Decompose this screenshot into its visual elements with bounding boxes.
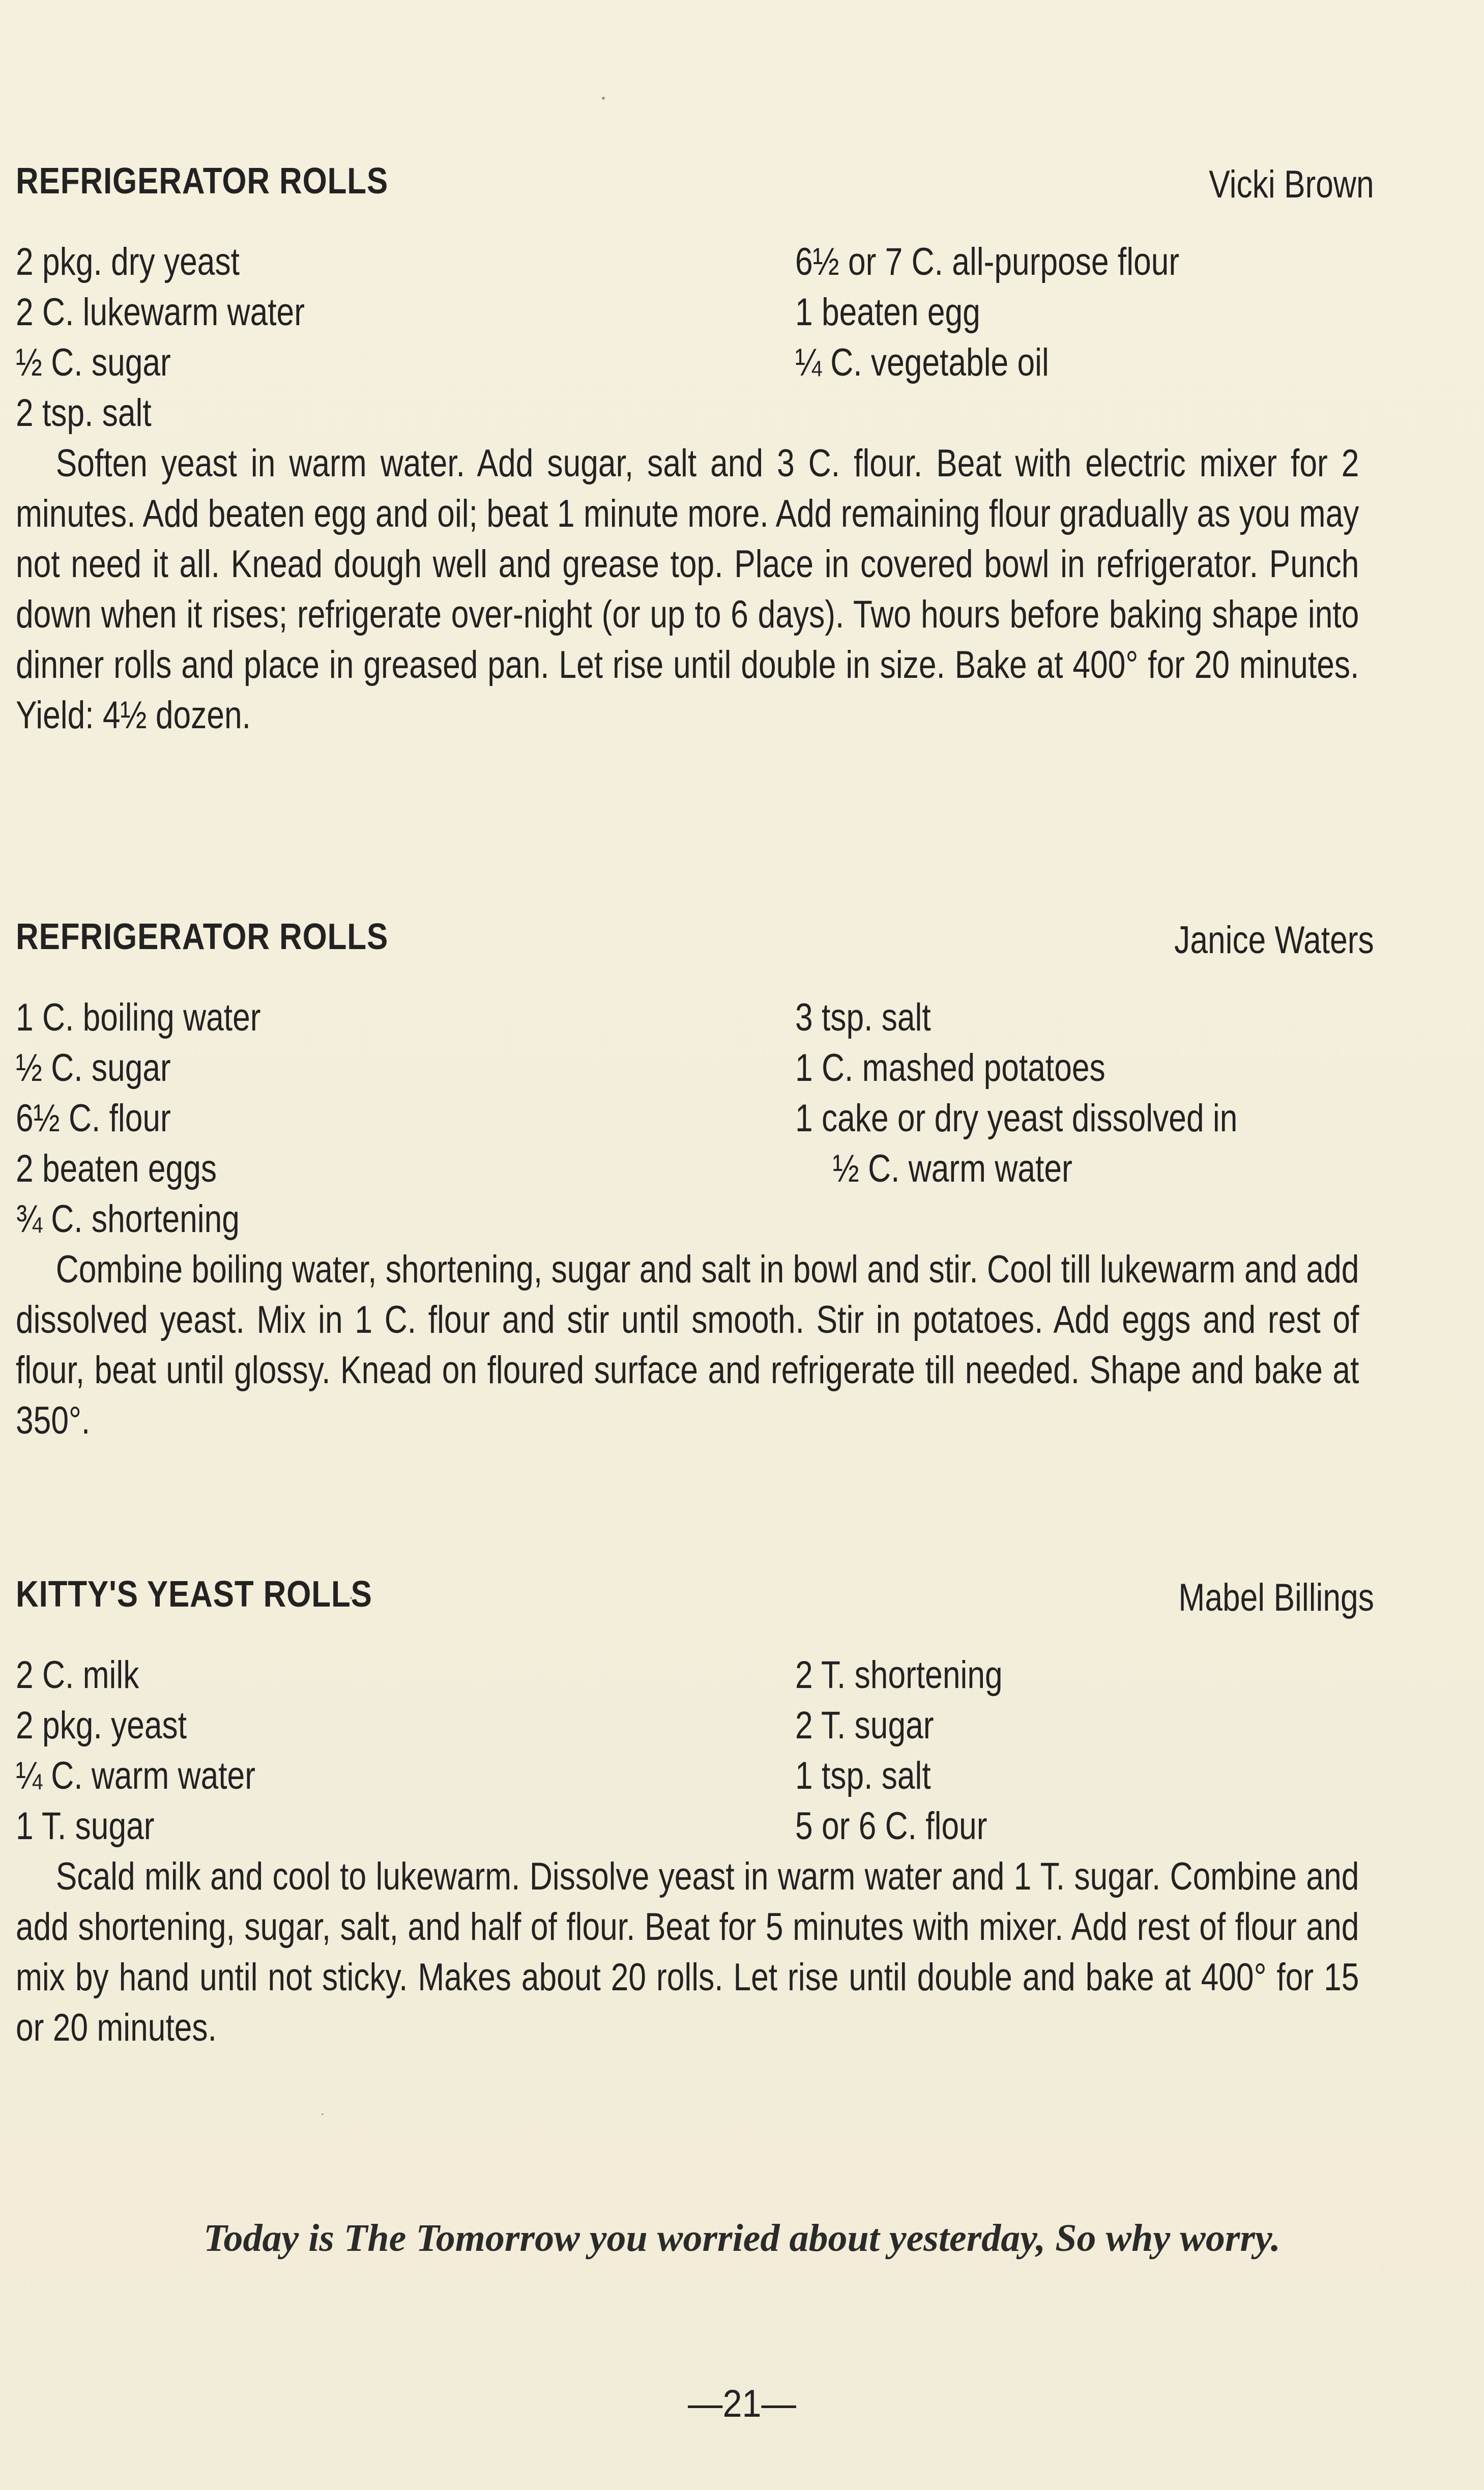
ingredient-item: 2 beaten eggs — [16, 1147, 217, 1190]
recipe-author: Vicki Brown — [1209, 163, 1374, 206]
ingredient-item: 2 C. lukewarm water — [16, 291, 305, 334]
page-number: —21— — [688, 2382, 796, 2425]
ingredient-item: 1 cake or dry yeast dissolved in — [795, 1097, 1238, 1140]
paper-speck — [602, 97, 605, 100]
recipe-header — [16, 916, 1374, 967]
ingredient-column-left — [16, 992, 314, 1244]
ingredient-item: 2 T. sugar — [795, 1704, 934, 1747]
recipe-header — [16, 1573, 1374, 1624]
ingredient-column-right — [795, 992, 1334, 1194]
ingredient-column-right — [795, 237, 1264, 388]
recipe-author: Mabel Billings — [1178, 1576, 1374, 1619]
recipe-refrigerator-rolls-janice — [16, 916, 1374, 1446]
ingredient-list — [16, 992, 1374, 1244]
footer-quote: Today is The Tomorrow you worried about yesterday, So why worry. — [203, 2217, 1281, 2259]
ingredient-item: 2 pkg. dry yeast — [16, 240, 240, 283]
recipe-kittys-yeast-rolls — [16, 1573, 1374, 2053]
ingredient-item: 2 pkg. yeast — [16, 1704, 187, 1747]
ingredient-item: ½ C. sugar — [16, 341, 171, 384]
recipe-refrigerator-rolls-vicki — [16, 160, 1374, 740]
paper-speck — [322, 2113, 324, 2115]
ingredient-item: 1 tsp. salt — [795, 1754, 931, 1797]
ingredient-item: 2 T. shortening — [795, 1653, 1003, 1697]
recipe-author: Janice Waters — [1174, 919, 1374, 962]
recipe-instructions: Soften yeast in warm water. Add sugar, salt and 3 C. flour. Beat with electric mixer for 2 minutes. Add beaten egg and oil; beat 1 minute more. Add remaining flour gradually as you may not need it all. Knead dough well and grease top. Place in covered bowl in refrigerator. Punch down when it rises; refrigerate over-night (or up to 6 days). Two hours before baking shape into dinner rolls and place in greased pan. Let rise until double in size. Bake at 400° for 20 minutes. Yield: 4½ dozen. — [16, 442, 1359, 737]
ingredient-item: ¼ C. warm water — [16, 1754, 255, 1797]
recipe-instructions: Scald milk and cool to lukewarm. Dissolve yeast in warm water and 1 T. sugar. Combine and add shortening, sugar, salt, and half of flour. Beat for 5 minutes with mixer. Add rest of flour and mix by hand until not sticky. Makes about 20 rolls. Let rise until double and bake at 400° for 15 or 20 minutes. — [16, 1855, 1359, 2049]
ingredient-item: 3 tsp. salt — [795, 996, 931, 1039]
recipe-header — [16, 160, 1374, 211]
recipe-instructions: Combine boiling water, shortening, sugar and salt in bowl and stir. Cool till lukewarm and add dissolved yeast. Mix in 1 C. flour and stir until smooth. Stir in potatoes. Add eggs and rest of flour, beat until glossy. Knead on floured surface and refrigerate till needed. Shape and bake at 350°. — [16, 1248, 1359, 1442]
ingredient-item: ¾ C. shortening — [16, 1197, 240, 1241]
ingredient-item: 2 tsp. salt — [16, 391, 152, 435]
ingredient-column-left — [16, 237, 368, 438]
ingredient-item: 1 C. boiling water — [16, 996, 261, 1039]
recipe-title: KITTY'S YEAST ROLLS — [16, 1574, 372, 1615]
ingredient-item: ½ C. sugar — [16, 1046, 171, 1090]
ingredient-item: 6½ or 7 C. all-purpose flour — [795, 240, 1180, 283]
ingredient-column-left — [16, 1650, 308, 1851]
ingredient-item: 1 T. sugar — [16, 1805, 155, 1848]
ingredient-item: 6½ C. flour — [16, 1097, 171, 1140]
ingredient-item: 2 C. milk — [16, 1653, 139, 1697]
ingredient-item: ½ C. warm water — [832, 1147, 1072, 1190]
ingredient-item: 5 or 6 C. flour — [795, 1805, 987, 1848]
ingredient-column-right — [795, 1650, 1048, 1851]
recipe-title: REFRIGERATOR ROLLS — [16, 917, 389, 957]
ingredient-item: 1 C. mashed potatoes — [795, 1046, 1105, 1090]
ingredient-item: ¼ C. vegetable oil — [795, 341, 1049, 384]
ingredient-list — [16, 237, 1374, 438]
ingredient-item: 1 beaten egg — [795, 291, 980, 334]
ingredient-list — [16, 1650, 1374, 1851]
recipe-title: REFRIGERATOR ROLLS — [16, 161, 389, 202]
